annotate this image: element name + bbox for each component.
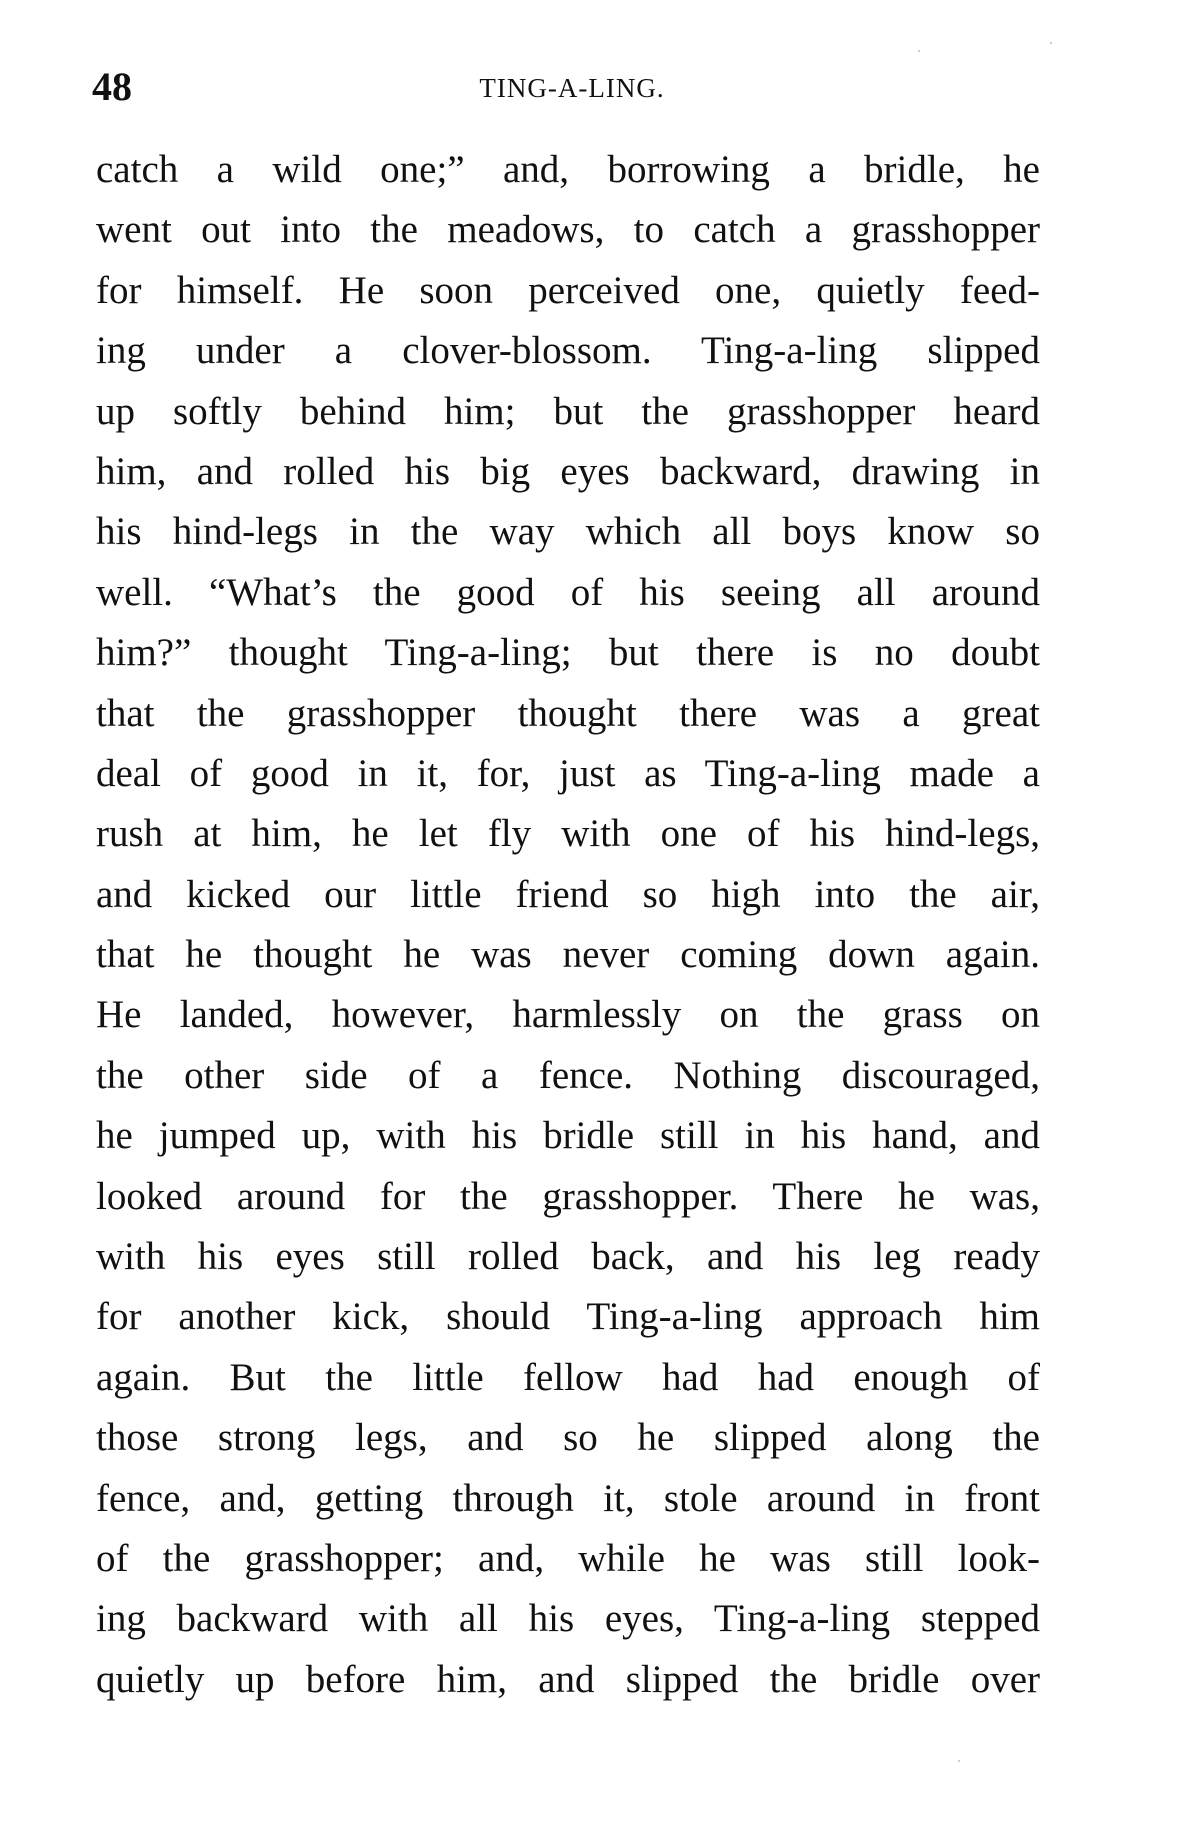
paper-speck xyxy=(1050,42,1052,44)
text-line: catch a wild one;” and, borrowing a bridle, he xyxy=(96,148,1040,191)
page-number: 48 xyxy=(92,64,132,109)
text-line: ing backward with all his eyes, Ting-a-ling stepped xyxy=(96,1597,1040,1641)
text-line: with his eyes still rolled back, and his leg ready xyxy=(96,1235,1040,1279)
text-line: up softly behind him; but the grasshopper heard xyxy=(96,389,1040,433)
text-line: him?” thought Ting-a-ling; but there is no doubt xyxy=(96,631,1040,675)
text-line: fence, and, getting through it, stole around in front xyxy=(96,1476,1040,1520)
text-line: He landed, however, harmlessly on the grass on xyxy=(96,993,1040,1037)
running-title: TING-A-LING. xyxy=(479,73,665,103)
text-line: well. “What’s the good of his seeing all around xyxy=(96,570,1040,614)
text-line: rush at him, he let fly with one of his hind-legs, xyxy=(96,812,1040,856)
text-line: that the grasshopper thought there was a great xyxy=(96,691,1040,735)
running-head xyxy=(92,62,1052,112)
text-line: quietly up before him, and slipped the bridle over xyxy=(96,1657,1040,1701)
text-line: deal of good in it, for, just as Ting-a-ling made a xyxy=(96,751,1040,795)
paper-speck xyxy=(958,1760,960,1762)
text-line: he jumped up, with his bridle still in his hand, and xyxy=(96,1114,1040,1158)
text-line: him, and rolled his big eyes backward, drawing in xyxy=(96,449,1040,493)
text-line: went out into the meadows, to catch a grasshopper xyxy=(96,208,1040,252)
body-text xyxy=(96,140,1040,1710)
text-line: those strong legs, and so he slipped along the xyxy=(96,1416,1040,1460)
text-line: ing under a clover-blossom. Ting-a-ling slipped xyxy=(96,329,1040,373)
text-line: for another kick, should Ting-a-ling approach him xyxy=(96,1295,1040,1339)
text-line: of the grasshopper; and, while he was still look- xyxy=(96,1536,1040,1580)
text-line: that he thought he was never coming down again. xyxy=(96,933,1040,977)
text-line: again. But the little fellow had had enough of xyxy=(96,1355,1040,1399)
text-line: his hind-legs in the way which all boys know so xyxy=(96,510,1040,554)
paper-speck xyxy=(918,50,920,52)
text-line: and kicked our little friend so high into the air, xyxy=(96,872,1040,916)
text-line: for himself. He soon perceived one, quietly feed- xyxy=(96,268,1040,312)
text-line: the other side of a fence. Nothing discouraged, xyxy=(96,1053,1040,1097)
text-line: looked around for the grasshopper. There he was, xyxy=(96,1174,1040,1218)
